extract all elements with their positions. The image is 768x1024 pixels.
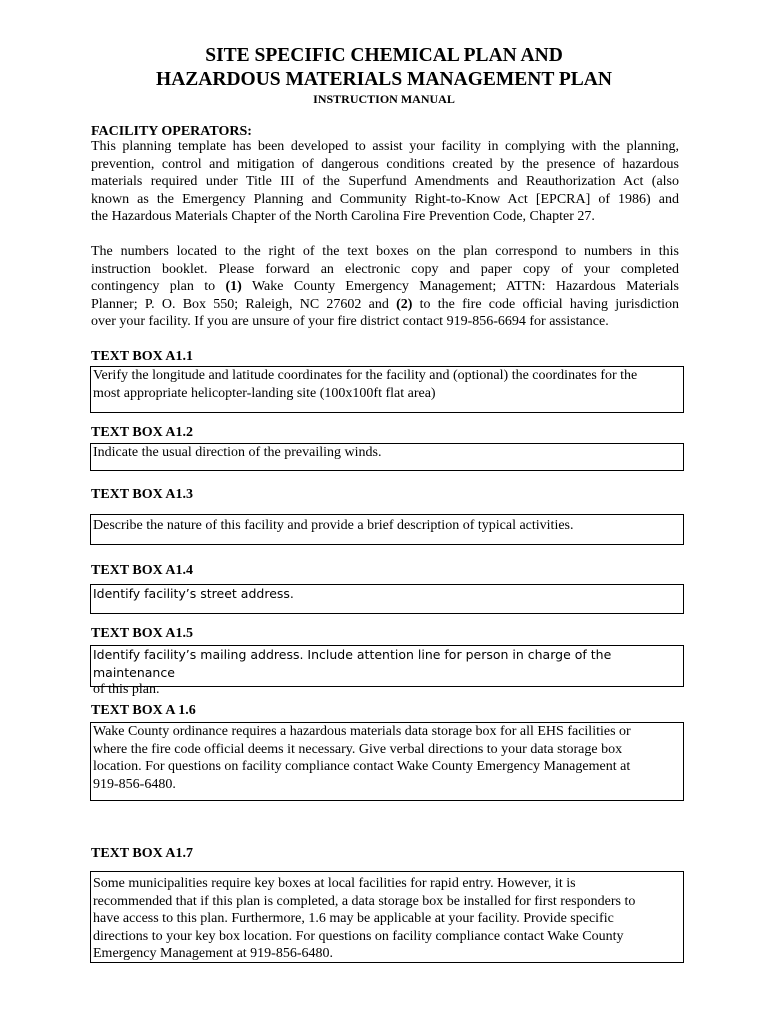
box-line: Identify facility’s mailing address. Include attention line for person in charge of the maintenance — [93, 647, 612, 680]
box-line: directions to your key box location. For questions on facility compliance contact Wake County — [93, 928, 624, 944]
box-line: Wake County ordinance requires a hazardous materials data storage box for all EHS facilities or — [93, 724, 631, 739]
box-line: Verify the longitude and latitude coordinates for the facility and (optional) the coordinates for the — [93, 368, 638, 383]
paragraph-line: instruction booklet. Please forward an electronic copy and paper copy of your completed — [91, 261, 679, 277]
text-box-a1-6 — [90, 722, 684, 801]
paragraph-line: over your facility. If you are unsure of your fire district contact 919-856-6694 for assistance. — [91, 314, 609, 329]
text-box-a1-5 — [90, 645, 684, 697]
paragraph-line: This planning template has been developed to assist your facility in complying with the planning, — [91, 139, 679, 154]
box-line: of this plan. — [93, 682, 160, 697]
facility-operators-heading: FACILITY OPERATORS: — [91, 124, 252, 139]
box-line: Emergency Management at 919-856-6480. — [93, 946, 334, 961]
box-line: most appropriate helicopter-landing site (100x100ft flat area) — [93, 385, 436, 401]
facility-operators-paragraph — [91, 138, 679, 226]
text-box-a1-7-heading: TEXT BOX A1.7 — [91, 846, 194, 861]
text-box-a1-3 — [90, 514, 684, 545]
box-line: recommended that if this plan is completed, a data storage box be installed for first responders to — [93, 893, 636, 909]
numbers-paragraph — [91, 243, 679, 331]
text-box-a1-7 — [90, 871, 684, 963]
box-line: Indicate the usual direction of the prevailing winds. — [93, 445, 382, 460]
box-line: Some municipalities require key boxes at local facilities for rapid entry. However, it is — [93, 876, 576, 891]
box-line: 919-856-6480. — [93, 776, 176, 792]
document-title-line-1: SITE SPECIFIC CHEMICAL PLAN AND — [205, 45, 563, 66]
box-line: Describe the nature of this facility and provide a brief description of typical activities. — [93, 518, 574, 533]
text-box-a1-6-heading: TEXT BOX A 1.6 — [91, 703, 196, 718]
text-box-a1-5-heading: TEXT BOX A1.5 — [91, 626, 194, 641]
text-box-a1-1 — [90, 366, 684, 413]
box-line: where the fire code official deems it necessary. Give verbal directions to your data storage box — [93, 741, 623, 757]
paragraph-line: prevention, control and mitigation of dangerous conditions created by the presence of hazardous — [91, 156, 679, 172]
text-box-a1-2-heading: TEXT BOX A1.2 — [91, 425, 194, 440]
text-box-a1-2 — [90, 443, 684, 471]
paragraph-line: contingency plan to (1) Wake County Emergency Management; ATTN: Hazardous Materials — [91, 279, 679, 294]
box-line: Identify facility’s street address. — [93, 586, 294, 601]
paragraph-line: Planner; P. O. Box 550; Raleigh, NC 27602 and (2) to the fire code official having jurisdiction — [91, 296, 679, 312]
document-title-line-2: HAZARDOUS MATERIALS MANAGEMENT PLAN — [156, 69, 612, 90]
box-line: have access to this plan. Furthermore, 1.6 may be applicable at your facility. Provide specific — [93, 911, 614, 926]
text-box-a1-4-heading: TEXT BOX A1.4 — [91, 563, 194, 578]
paragraph-line: The numbers located to the right of the text boxes on the plan correspond to numbers in this — [91, 244, 679, 259]
text-box-a1-1-heading: TEXT BOX A1.1 — [91, 349, 194, 364]
box-line: location. For questions on facility compliance contact Wake County Emergency Management at — [93, 759, 631, 774]
paragraph-line: the Hazardous Materials Chapter of the North Carolina Fire Prevention Code, Chapter 27. — [91, 209, 595, 224]
text-box-a1-4 — [90, 584, 684, 614]
paragraph-line: known as the Emergency Planning and Community Right-to-Know Act [EPCRA] of 1986) and — [91, 191, 679, 207]
document-subtitle: INSTRUCTION MANUAL — [313, 92, 455, 106]
text-box-a1-3-heading: TEXT BOX A1.3 — [91, 487, 194, 502]
paragraph-line: materials required under Title III of the Superfund Amendments and Reauthorization Act (also — [91, 174, 679, 189]
